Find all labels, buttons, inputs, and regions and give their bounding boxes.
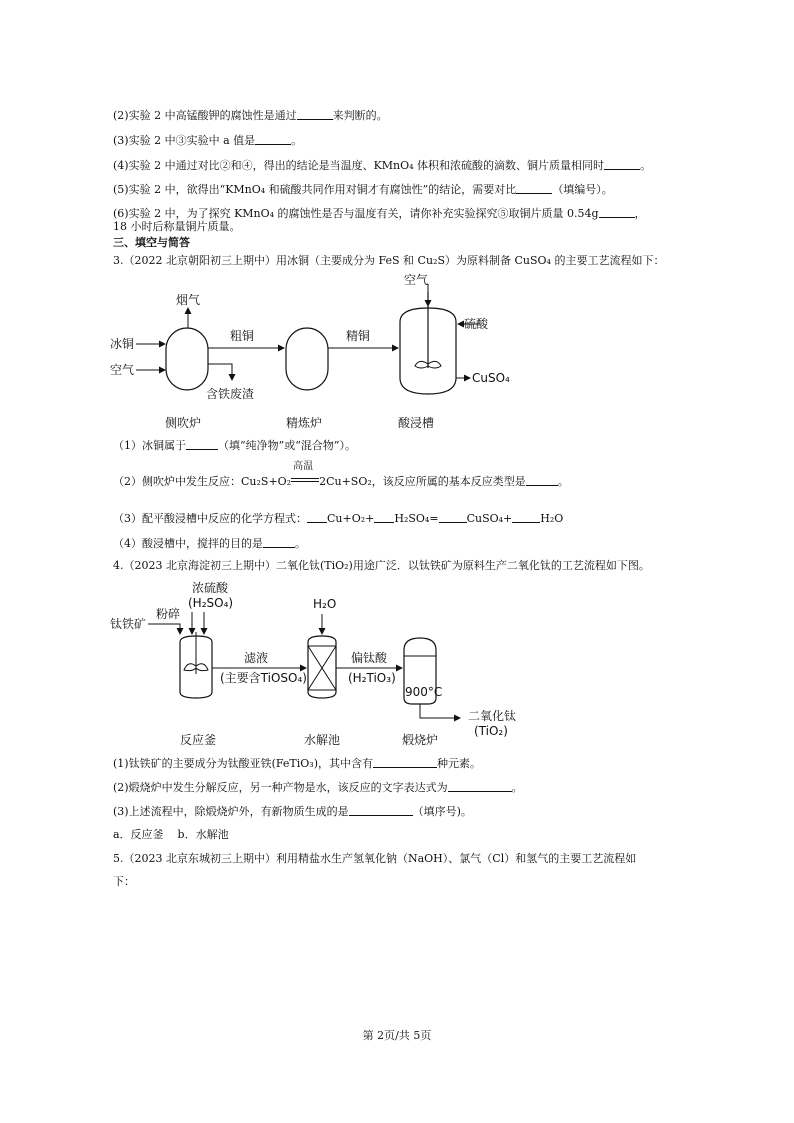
coefficient-blank[interactable] — [512, 511, 540, 523]
answer-blank[interactable] — [373, 756, 437, 768]
crude-copper-label: 粗铜 — [230, 329, 255, 343]
p4-q3: (3)上述流程中，除煅烧炉外，有新物质生成的是 （填序号)。 — [113, 805, 472, 818]
h2tio3-label: (H₂TiO₃) — [348, 671, 396, 685]
air-left-label: 空气 — [110, 363, 135, 377]
p5-line1: 5.（2023 北京东城初三上期中）利用精盐水生产氢氧化钠（NaOH）、氯气（Cl）和氢气的主要工艺流程如 — [113, 852, 637, 865]
answer-blank[interactable] — [448, 780, 512, 792]
answer-blank[interactable] — [526, 474, 558, 486]
coefficient-blank[interactable] — [374, 511, 394, 523]
p3-flow-diagram — [108, 272, 528, 434]
equals-sign — [291, 478, 319, 482]
answer-blank[interactable] — [255, 133, 291, 145]
slag-label: 含铁废渣 — [206, 387, 255, 401]
side-blow-furnace-vessel — [166, 328, 208, 390]
stirrer-blade-icon — [428, 361, 441, 368]
flue-gas-label: 烟气 — [176, 293, 201, 307]
p3-q3: （3）配平酸浸槽中反应的化学方程式： Cu+O₂+ H₂SO₄= CuSO₄+ H₂O — [113, 512, 564, 525]
tio2-name-label: 二氧化钛 — [468, 709, 517, 723]
stirrer-blade-icon — [415, 361, 428, 368]
h2so4-label: (H₂SO₄) — [188, 596, 234, 610]
hydrolysis-tank-vessel — [308, 636, 336, 698]
p4-q1: (1)钛铁矿的主要成分为钛酸亚铁(FeTiO₃)，其中含有 种元素。 — [113, 757, 481, 770]
exp2-q4: (4)实验 2 中通过对比②和④，得出的结论是当温度、KMnO₄ 体积和浓硫酸的滴数、铜片质量相同时 。 — [113, 159, 652, 172]
filtrate-sub-label: (主要含TiOSO₄) — [220, 671, 307, 685]
p4-options: a．反应釜 b．水解池 — [113, 828, 229, 841]
calciner-label: 煅烧炉 — [402, 733, 439, 747]
answer-blank[interactable] — [516, 182, 552, 194]
hydrolysis-tank-label: 水解池 — [304, 733, 341, 747]
exp2-q2: (2)实验 2 中高锰酸钾的腐蚀性是通过 来判断的。 — [113, 109, 388, 122]
answer-blank[interactable] — [599, 206, 635, 218]
answer-blank[interactable] — [349, 804, 413, 816]
acid-leaching-tank-label: 酸浸槽 — [398, 416, 435, 430]
coefficient-blank[interactable] — [307, 511, 327, 523]
exp2-q5: (5)实验 2 中，欲得出“KMnO₄ 和硫酸共同作用对铜才有腐蚀性”的结论，需要对比 （填编号）。 — [113, 183, 613, 196]
answer-blank[interactable] — [186, 438, 218, 450]
section-title: 三、填空与简答 — [113, 236, 190, 249]
answer-blank[interactable] — [297, 108, 333, 120]
exp2-q6-line2: 18 小时后称量铜片质量。 — [113, 220, 241, 233]
side-blow-furnace-label: 侧吹炉 — [165, 416, 202, 430]
condition-label: 高温 — [293, 461, 314, 472]
ilmenite-arrow — [148, 624, 180, 634]
p3-q4: （4）酸浸槽中，搅拌的目的是 。 — [113, 537, 306, 550]
p3-intro: 3.（2022 北京朝阳初三上期中）用冰铜（主要成分为 FeS 和 Cu₂S）为原料制备 CuSO₄ 的主要工艺流程如下： — [113, 254, 665, 267]
conc-acid-label: 浓硫酸 — [192, 581, 229, 595]
p3-q2: （2）侧吹炉中发生反应：Cu₂S+O₂ 高温 2Cu+SO₂，该反应所属的基本反应类型是 。 — [113, 461, 569, 488]
p3-q1: （1）冰铜属于 （填“纯净物”或“混合物”）。 — [113, 439, 356, 452]
stirrer-blade-icon — [184, 664, 196, 671]
p4-intro: 4.（2023 北京海淀初三上期中）二氧化钛(TiO₂)用途广泛．以钛铁矿为原料生产二氧化钛的工艺流程如下图。 — [113, 559, 650, 572]
water-label: H₂O — [313, 597, 337, 611]
refined-copper-label: 精铜 — [346, 329, 371, 343]
refining-furnace-vessel — [286, 328, 328, 390]
p4-q2: (2)煅烧炉中发生分解反应，另一种产物是水，该反应的文字表达式为 。 — [113, 781, 523, 794]
ilmenite-label: 钛铁矿 — [110, 617, 147, 631]
stirrer-blade-icon — [196, 664, 208, 671]
reactor-label: 反应釜 — [180, 733, 217, 747]
sulfuric-acid-label: 硫酸 — [464, 317, 489, 331]
air-top-label: 空气 — [404, 273, 429, 287]
cuso4-label: CuSO₄ — [472, 371, 510, 385]
exp2-q3: (3)实验 2 中③实验中 a 值是 。 — [113, 134, 303, 147]
filtrate-label: 滤液 — [244, 651, 269, 665]
crush-label: 粉碎 — [156, 607, 181, 621]
reaction-condition — [291, 461, 319, 488]
answer-blank[interactable] — [604, 158, 640, 170]
page-footer: 第 2页/共 5页 — [362, 1029, 432, 1042]
tio2-output-arrow — [420, 704, 460, 718]
tio2-formula-label: (TiO₂) — [474, 724, 508, 738]
p5-line2: 下： — [113, 875, 135, 888]
refining-furnace-label: 精炼炉 — [286, 416, 323, 430]
slag-arrow — [208, 364, 232, 380]
coefficient-blank[interactable] — [439, 511, 467, 523]
exp2-q6-line1: (6)实验 2 中，为了探究 KMnO₄ 的腐蚀性是否与温度有关，请你补充实验探究⑤取铜片质量 0.54g ， — [113, 207, 646, 220]
answer-blank[interactable] — [263, 536, 295, 548]
matte-label: 冰铜 — [110, 337, 135, 351]
p4-flow-diagram — [108, 580, 528, 750]
metatitanic-acid-label: 偏钛酸 — [351, 651, 388, 665]
temperature-label: 900°C — [405, 685, 443, 699]
